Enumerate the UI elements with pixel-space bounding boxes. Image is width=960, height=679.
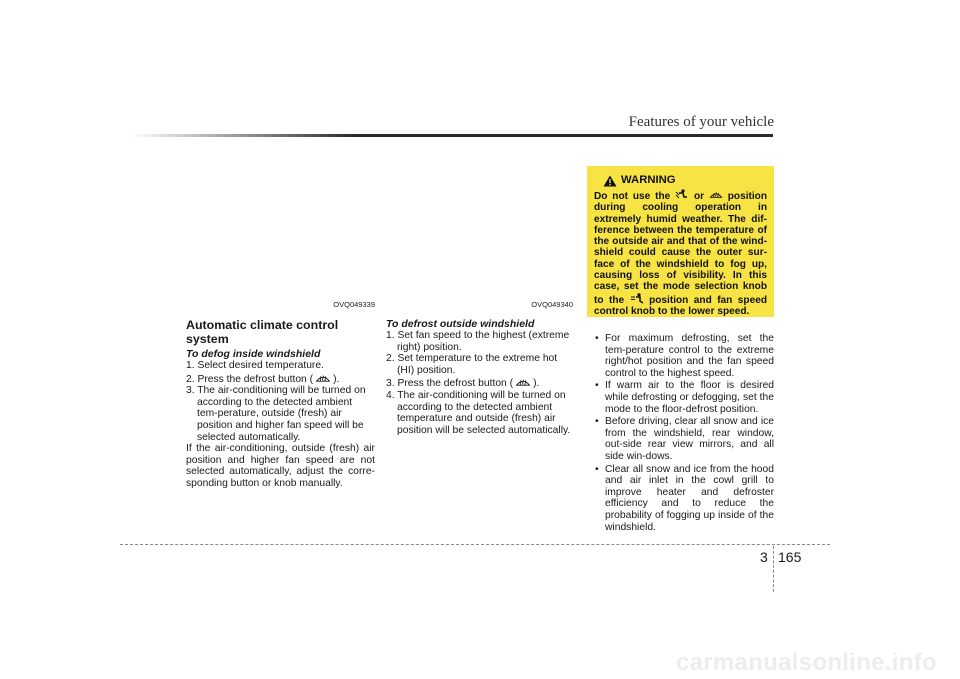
defog-steps bbox=[186, 360, 375, 443]
list-item: • Clear all snow and ice from the hood and air inlet in the cowl grill to improve heater and defroster efficiency and to reduce the probability of fogging up inside of the windshield. bbox=[594, 464, 774, 534]
list-item: • For maximum defrosting, set the tem-perature control to the extreme right/hot position and the fan speed control to the highest speed. bbox=[594, 333, 774, 379]
list-item: 3. The air-conditioning will be turned on according to the detected ambient tem-perature, outside (fresh) air position and higher fan speed will be selected automatically. bbox=[186, 385, 366, 443]
warning-title: WARNING bbox=[621, 174, 676, 187]
list-item: • If warm air to the floor is desired while defrosting or defogging, set the mode to the floor-defrost position. bbox=[594, 380, 774, 415]
defrost-icon bbox=[315, 372, 331, 384]
warning-text-part: position and fan speed control knob to the lower speed. bbox=[594, 294, 767, 317]
chapter-number: 3 bbox=[760, 549, 768, 565]
warning-box bbox=[587, 166, 774, 317]
middle-column bbox=[386, 300, 573, 436]
defrost-icon bbox=[709, 189, 723, 200]
watermark: carmanualsonline.info bbox=[675, 649, 937, 676]
step-text: 3. Press the defrost button ( bbox=[386, 378, 514, 390]
page-number-divider bbox=[773, 546, 774, 592]
warning-text-part: Do not use the bbox=[594, 191, 671, 202]
subtitle-defrost: To defrost outside windshield bbox=[386, 318, 535, 330]
warning-text bbox=[594, 189, 767, 317]
list-item: 4. The air-conditioning will be turned on according to the detected ambient temperature and outside (fresh) air position will be selected automatically. bbox=[386, 389, 571, 436]
subtitle-defog: To defog inside windshield bbox=[186, 348, 321, 360]
face-vent-icon bbox=[630, 293, 644, 304]
step-text: ). bbox=[533, 378, 540, 390]
header-rule bbox=[130, 134, 773, 137]
footer-divider bbox=[120, 544, 830, 545]
step-text: 2. Press the defrost button ( bbox=[186, 373, 314, 385]
floor-defrost-icon bbox=[675, 189, 689, 200]
tips-list bbox=[594, 333, 774, 533]
header-title: Features of your vehicle bbox=[628, 114, 774, 130]
list-item bbox=[386, 376, 573, 390]
defrost-steps bbox=[386, 330, 573, 436]
warning-triangle-icon bbox=[603, 175, 617, 187]
list-item: • Before driving, clear all snow and ice from the windshield, rear window, out-side rear view mirrors, and all side win-dows. bbox=[594, 416, 774, 462]
warning-header bbox=[594, 175, 767, 187]
warning-text-part: or bbox=[693, 191, 705, 202]
figure-code: OVQ049339 bbox=[333, 300, 375, 309]
left-column bbox=[186, 300, 375, 490]
list-item: 2. Set temperature to the extreme hot (HI) position. bbox=[386, 353, 558, 376]
defrost-icon bbox=[515, 376, 531, 388]
warning-text-part: position during cooling operation in extremely humid weather. The dif-ference between the temperature of the outside air and that of the wind-shield could cause the outer sur-face of the windshield to fog up, causing loss of visibility. In this case, set the mode selection knob to the bbox=[594, 191, 768, 306]
paragraph: If the air-conditioning, outside (fresh) air position and higher fan speed are not selected automatically, adjust the corre-sponding button or knob manually. bbox=[186, 443, 375, 489]
page-number: 165 bbox=[778, 549, 802, 565]
list-item bbox=[186, 372, 375, 386]
right-column bbox=[594, 333, 774, 534]
list-item: 1. Select desired temperature. bbox=[186, 360, 324, 371]
section-title: Automatic climate control system bbox=[186, 318, 339, 346]
list-item: 1. Set fan speed to the highest (extreme right) position. bbox=[386, 330, 570, 353]
figure-code: OVQ049340 bbox=[531, 300, 573, 309]
step-text: ). bbox=[333, 373, 340, 385]
